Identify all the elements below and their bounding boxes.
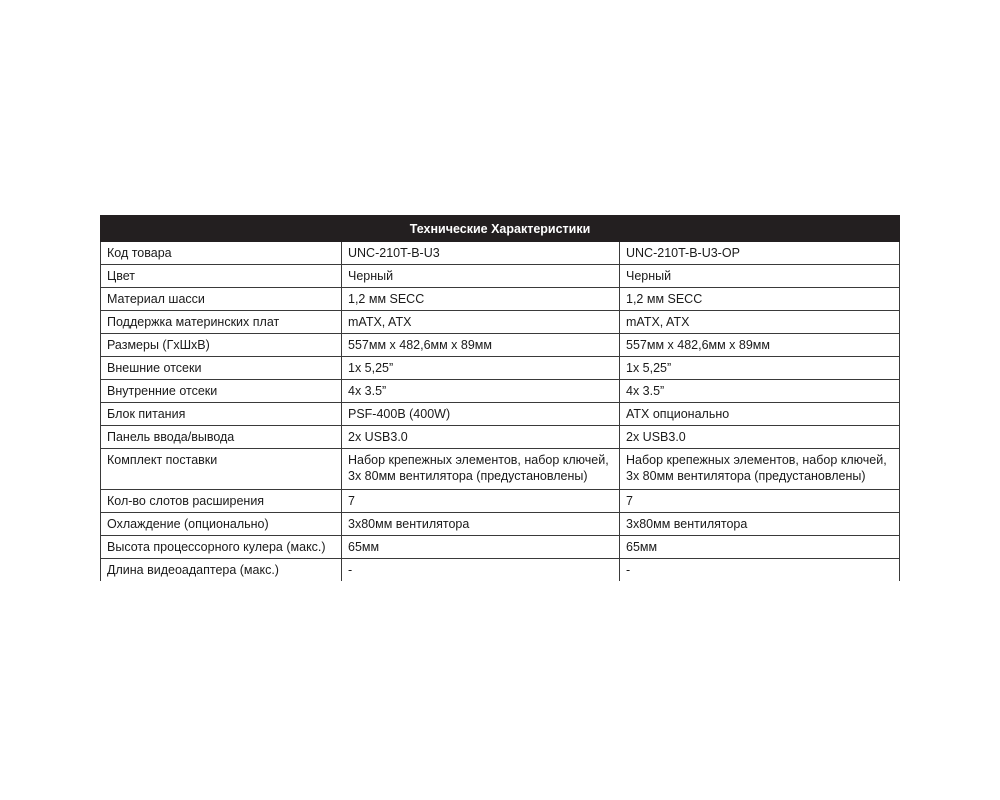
spec-value-model1-cell [342,426,620,449]
spec-value-model1-cell [342,242,620,265]
spec-label-cell: Высота процессорного кулера (макс.) [101,536,342,559]
table-row [101,449,900,490]
spec-value-text: 3x80мм вентилятора [348,517,470,531]
spec-value-model2-cell [620,490,900,513]
spec-value-model2-cell [620,288,900,311]
table-row [101,426,900,449]
spec-value-text: - [348,563,353,577]
table-row [101,536,900,559]
spec-value-model2-cell [620,536,900,559]
spec-label-cell: Поддержка материнских плат [101,311,342,334]
spec-label-cell: Охлаждение (опционально) [101,513,342,536]
spec-value-text: 2x USB3.0 [626,430,686,444]
spec-value-model2-cell [620,513,900,536]
table-row [101,513,900,536]
spec-value-text: mATX, ATX [348,315,412,329]
spec-value-text: 1,2 мм SECC [626,292,703,306]
table-row [101,559,900,582]
table-header-row [101,216,900,242]
spec-label-cell: Блок питания [101,403,342,426]
spec-value-model2-cell [620,311,900,334]
table-body [101,242,900,582]
spec-label-cell: Длина видеоадаптера (макс.) [101,559,342,582]
spec-value-model2-cell [620,380,900,403]
spec-value-text: 557мм x 482,6мм x 89мм [348,338,492,352]
spec-value-text: Набор крепежных элементов, набор ключей, [626,453,887,467]
table-row [101,380,900,403]
spec-value-model2-cell [620,403,900,426]
spec-value-model1-cell [342,449,620,490]
spec-value-text: ATX опционально [626,407,730,421]
spec-value-text: Набор крепежных элементов, набор ключей, [348,453,609,467]
spec-value-model1-cell [342,380,620,403]
spec-label-cell: Материал шасси [101,288,342,311]
spec-value-text: 65мм [348,540,380,554]
spec-label-cell: Панель ввода/вывода [101,426,342,449]
spec-value-model1-cell [342,357,620,380]
table-row [101,357,900,380]
spec-value-model1-cell [342,490,620,513]
spec-value-text: 7 [626,494,633,508]
spec-value-model2-cell [620,357,900,380]
table-row [101,265,900,288]
specifications-table [100,215,900,581]
spec-label-cell: Цвет [101,265,342,288]
spec-value-model1-cell [342,311,620,334]
spec-label-cell: Внутренние отсеки [101,380,342,403]
spec-value-model2-cell [620,426,900,449]
spec-value-model2-cell [620,334,900,357]
spec-label-cell: Кол-во слотов расширения [101,490,342,513]
spec-value-text: PSF-400B (400W) [348,407,451,421]
spec-value-model1-cell [342,334,620,357]
spec-value-text: 557мм x 482,6мм x 89мм [626,338,770,352]
spec-value-model1-cell [342,403,620,426]
spec-value-text: 1x 5,25” [626,361,672,375]
spec-value-model1-cell [342,536,620,559]
spec-value-model2-cell [620,559,900,582]
table-row [101,288,900,311]
spec-value-model1-cell [342,288,620,311]
table-row [101,334,900,357]
spec-value-text: UNC-210T-B-U3-OP [626,246,740,260]
spec-value-text: 3x 80мм вентилятора (предустановлены) [626,469,866,483]
spec-value-text: 1,2 мм SECC [348,292,425,306]
spec-label-cell: Размеры (ГхШхВ) [101,334,342,357]
table-row [101,242,900,265]
spec-value-text: Черный [626,269,672,283]
spec-value-model2-cell [620,242,900,265]
spec-value-text: 1x 5,25” [348,361,394,375]
spec-label-cell: Код товара [101,242,342,265]
spec-label-cell: Внешние отсеки [101,357,342,380]
spec-value-text: 7 [348,494,355,508]
spec-value-text: 2x USB3.0 [348,430,408,444]
spec-value-text: 3x 80мм вентилятора (предустановлены) [348,469,588,483]
spec-label-cell: Комплект поставки [101,449,342,490]
spec-value-text: 65мм [626,540,658,554]
spec-value-text: UNC-210T-B-U3 [348,246,440,260]
table-row [101,403,900,426]
spec-value-model1-cell [342,513,620,536]
spec-value-text: 4x 3.5” [626,384,665,398]
spec-value-text: 3x80мм вентилятора [626,517,748,531]
spec-value-model1-cell [342,559,620,582]
spec-value-model2-cell [620,265,900,288]
table-title: Технические Характеристики [101,216,900,242]
spec-value-text: 4x 3.5” [348,384,387,398]
spec-value-text: - [626,563,631,577]
spec-value-text: mATX, ATX [626,315,690,329]
table-row [101,490,900,513]
spec-value-model1-cell [342,265,620,288]
spec-value-model2-cell [620,449,900,490]
table-row [101,311,900,334]
spec-value-text: Черный [348,269,394,283]
